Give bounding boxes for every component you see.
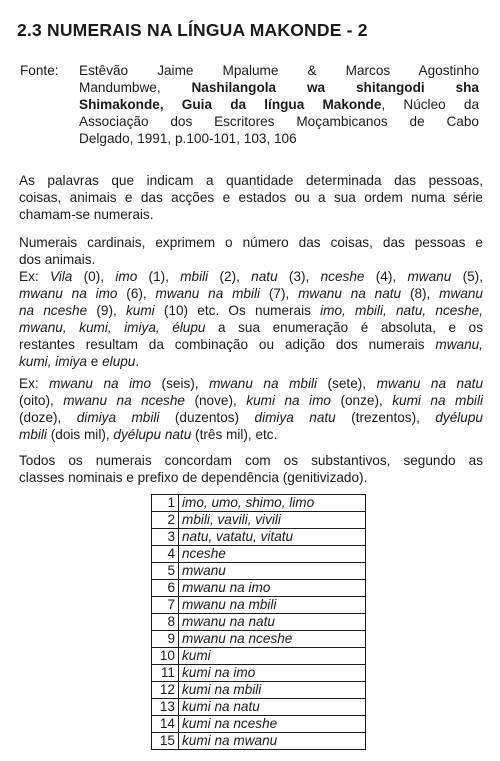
text-run: kumi [126, 303, 155, 318]
paragraph-cardinals [19, 234, 483, 370]
text-run: mwanu [439, 286, 483, 301]
paragraph-examples [19, 375, 483, 443]
source-title-part1: Nashilangola wa shitangodi sha [191, 80, 479, 95]
text-run: mwanu na natu [298, 286, 402, 301]
numeral-number: 10 [152, 648, 179, 665]
text-run: (oito), [19, 393, 64, 408]
text-run: (2), [208, 269, 252, 284]
numeral-number: 1 [152, 495, 179, 512]
text-run: (7), [260, 286, 299, 301]
numerals-table [151, 494, 366, 750]
numeral-word: mwanu na mbili [179, 597, 366, 614]
table-row [152, 699, 366, 716]
text-line: Numerais cardinais, exprimem o número das coisas, das pessoas e [19, 235, 483, 250]
text-run: (nove), [184, 393, 247, 408]
numeral-word: kumi na mbili [179, 682, 366, 699]
numeral-word: kumi [179, 648, 366, 665]
text-run: (4), [364, 269, 408, 284]
text-run: mbili [19, 427, 47, 442]
table-row [152, 580, 366, 597]
numeral-number: 14 [152, 716, 179, 733]
text-line [19, 409, 483, 426]
table-row [152, 665, 366, 682]
text-run: Vila [49, 269, 73, 284]
text-line [19, 319, 483, 336]
numeral-number: 5 [152, 563, 179, 580]
source-line: Associação dos Escritores Moçambicanos de Cabo [79, 114, 479, 129]
numeral-number: 3 [152, 529, 179, 546]
text-run: Ex: [19, 269, 50, 284]
text-line [19, 302, 483, 319]
text-run: kumi na imo [246, 393, 331, 408]
text-run: imo, mbili, natu, nceshe, [320, 303, 484, 318]
text-line: classes nominais e prefixo de dependência (genitivizado). [19, 470, 368, 485]
source-publisher-start: , Núcleo da [381, 97, 480, 112]
table-row [152, 631, 366, 648]
text-run: dimiya mbili [76, 410, 160, 425]
numeral-word: mwanu na natu [179, 614, 366, 631]
source-label: Fonte: [20, 63, 59, 78]
numeral-number: 7 [152, 597, 179, 614]
text-run: mwanu na imo [49, 376, 152, 391]
text-run: (1), [137, 269, 181, 284]
page-title: 2.3 NUMERAIS NA LÍNGUA MAKONDE - 2 [17, 20, 368, 40]
numeral-number: 15 [152, 733, 179, 750]
numeral-word: natu, vatatu, vitatu [179, 529, 366, 546]
text-run: . [135, 354, 140, 369]
numeral-number: 6 [152, 580, 179, 597]
numeral-number: 2 [152, 512, 179, 529]
table-row [152, 563, 366, 580]
text-run: a sua enumeração é absoluta, e os [205, 320, 483, 335]
text-run: (0), [72, 269, 116, 284]
numeral-word: mwanu na imo [179, 580, 366, 597]
text-line [19, 353, 483, 370]
text-run: e [86, 354, 103, 369]
text-run: mwanu [407, 269, 452, 284]
numeral-number: 13 [152, 699, 179, 716]
text-run: imo [115, 269, 138, 284]
numeral-word: nceshe [179, 546, 366, 563]
numeral-number: 12 [152, 682, 179, 699]
numeral-number: 9 [152, 631, 179, 648]
text-run: (dois mil), [46, 427, 114, 442]
text-line: Todos os numerais concordam com os substantivos, segundo as [19, 453, 483, 468]
text-run: kumi, imiya [19, 354, 87, 369]
table-row [152, 597, 366, 614]
text-line: As palavras que indicam a quantidade determinada das pessoas, [19, 173, 483, 188]
source-title-part2: Shimakonde, Guia da língua Makonde [79, 97, 382, 112]
numeral-word: kumi na mwanu [179, 733, 366, 750]
table-row [152, 546, 366, 563]
numeral-number: 8 [152, 614, 179, 631]
source-authors-end: Mandumbwe, [79, 80, 161, 95]
text-run: mwanu na mbili [155, 286, 261, 301]
text-run: (doze), [19, 410, 77, 425]
numeral-number: 4 [152, 546, 179, 563]
text-run: dyélupu [435, 410, 483, 425]
text-line: dos animais. [19, 252, 96, 267]
source-body [79, 62, 479, 147]
text-run: elupu [102, 354, 136, 369]
text-run: (5), [451, 269, 483, 284]
text-run: kumi na mbili [392, 393, 483, 408]
text-run: (seis), [151, 376, 210, 391]
source-line: Estêvão Jaime Mpalume & Marcos Agostinho [79, 63, 479, 78]
source-line [79, 96, 479, 113]
text-run: mwanu na nceshe [63, 393, 185, 408]
text-line [19, 392, 483, 409]
paragraph-definition [19, 172, 483, 223]
table-row [152, 512, 366, 529]
text-run: (9), [87, 303, 126, 318]
numerals-table-body [152, 495, 366, 750]
numeral-number: 11 [152, 665, 179, 682]
text-line [19, 336, 483, 353]
source-line: Delgado, 1991, p.100-101, 103, 106 [79, 131, 297, 146]
text-run: mbili [180, 269, 209, 284]
text-run: (três mil), etc. [191, 427, 278, 442]
text-run: (onze), [330, 393, 393, 408]
numeral-word: kumi na natu [179, 699, 366, 716]
text-run: mwanu na imo [19, 286, 118, 301]
table-row [152, 614, 366, 631]
text-run: natu [251, 269, 278, 284]
text-run: (6), [117, 286, 156, 301]
text-run: (sete), [317, 376, 377, 391]
text-run: mwanu, kumi, imiya, élupu [19, 320, 206, 335]
text-run: dyélupu natu [113, 427, 192, 442]
text-line: coisas, animais e das acções e estados ou a sua ordem numa série [19, 190, 483, 205]
numeral-word: kumi na nceshe [179, 716, 366, 733]
text-run: mwanu, [435, 337, 483, 352]
source-line [79, 79, 479, 96]
text-run: (3), [277, 269, 321, 284]
numeral-word: kumi na imo [179, 665, 366, 682]
numeral-word: mwanu [179, 563, 366, 580]
text-run: nceshe [320, 269, 365, 284]
table-row [152, 716, 366, 733]
text-line [19, 285, 483, 302]
table-row [152, 529, 366, 546]
table-row [152, 682, 366, 699]
text-run: (10) etc. Os numerais [154, 303, 321, 318]
text-run: mwanu na mbili [209, 376, 318, 391]
text-run: na nceshe [19, 303, 88, 318]
table-row [152, 733, 366, 750]
text-line [19, 268, 483, 285]
text-run: Ex: [19, 376, 50, 391]
text-run: (trezentos), [335, 410, 436, 425]
text-run: mwanu na natu [376, 376, 484, 391]
numeral-word: imo, umo, shimo, limo [179, 495, 366, 512]
numeral-word: mwanu na nceshe [179, 631, 366, 648]
text-line: chamam-se numerais. [19, 207, 154, 222]
text-run: restantes resultam da combinação ou adição dos numerais [19, 337, 436, 352]
text-run: (8), [401, 286, 440, 301]
numeral-word: mbili, vavili, vivili [179, 512, 366, 529]
text-run: (duzentos) [159, 410, 255, 425]
paragraph-agreement [19, 452, 483, 486]
table-row [152, 648, 366, 665]
table-row [152, 495, 366, 512]
text-line [19, 426, 483, 443]
text-line [19, 375, 483, 392]
text-run: dimiya natu [254, 410, 336, 425]
